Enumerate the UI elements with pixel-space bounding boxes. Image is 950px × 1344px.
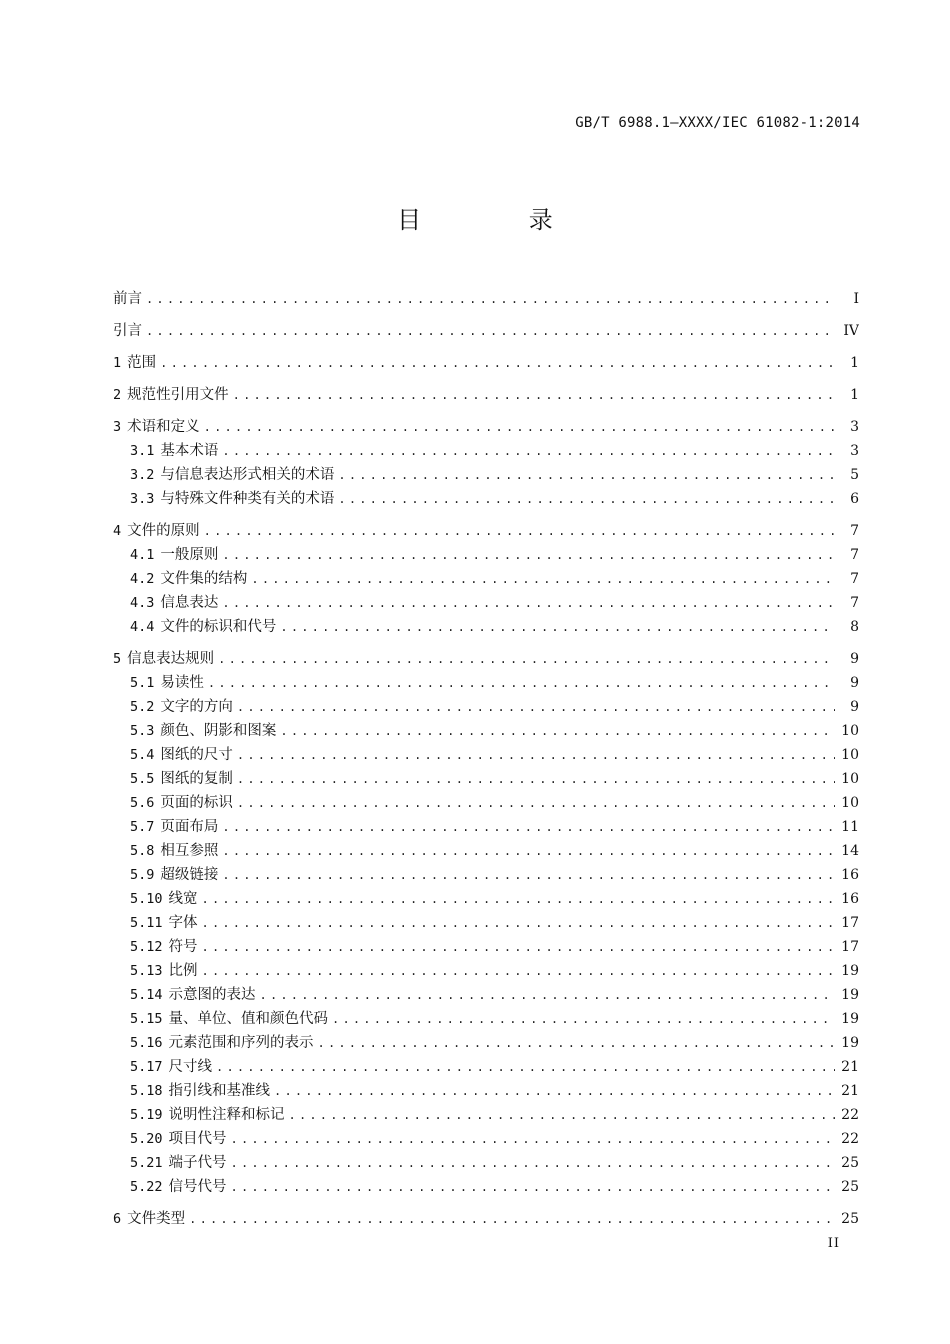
toc-entry-number: 5.7 bbox=[130, 819, 155, 835]
toc-dot-leader bbox=[338, 463, 835, 487]
toc-entry[interactable] bbox=[113, 959, 859, 983]
toc-entry-label: 文件集的结构 bbox=[160, 571, 248, 587]
toc-entry-page: 19 bbox=[841, 1011, 859, 1027]
toc-entry-label: 说明性注释和标记 bbox=[168, 1107, 285, 1123]
toc-entry-label: 字体 bbox=[168, 915, 198, 931]
toc-dot-leader bbox=[146, 319, 835, 343]
toc-entry[interactable] bbox=[113, 615, 859, 639]
toc-entry[interactable] bbox=[113, 543, 859, 567]
toc-entry-label: 信息表达规则 bbox=[127, 651, 215, 667]
toc-dot-leader bbox=[218, 647, 835, 671]
toc-entry-label: 术语和定义 bbox=[127, 419, 200, 435]
toc-dot-leader bbox=[222, 543, 835, 567]
toc-entry-number: 5.6 bbox=[130, 795, 155, 811]
toc-entry-label: 项目代号 bbox=[168, 1131, 227, 1147]
toc-entry[interactable] bbox=[113, 1031, 859, 1055]
toc-dot-leader bbox=[318, 1031, 835, 1055]
toc-entry-label: 颜色、阴影和图案 bbox=[160, 723, 277, 739]
toc-entry-page: 22 bbox=[841, 1131, 859, 1147]
page-title: 目 录 bbox=[397, 206, 603, 234]
toc-entry-page: 11 bbox=[841, 819, 859, 835]
toc-entry[interactable] bbox=[113, 695, 859, 719]
toc-entry-label: 基本术语 bbox=[160, 443, 219, 459]
toc-dot-leader bbox=[189, 1207, 835, 1231]
toc-entry[interactable] bbox=[113, 1175, 859, 1199]
toc-entry[interactable] bbox=[113, 383, 859, 407]
toc-entry-number: 5.19 bbox=[130, 1107, 163, 1123]
toc-entry-number: 5.10 bbox=[130, 891, 163, 907]
toc-dot-leader bbox=[332, 1007, 835, 1031]
toc-entry-label: 前言 bbox=[113, 291, 142, 307]
toc-dot-leader bbox=[222, 591, 835, 615]
toc-dot-leader bbox=[237, 767, 835, 791]
toc-entry-number: 5.21 bbox=[130, 1155, 163, 1171]
toc-entry-number: 5.13 bbox=[130, 963, 163, 979]
toc-entry-page: I bbox=[853, 291, 859, 307]
toc-entry[interactable] bbox=[113, 591, 859, 615]
toc-dot-leader bbox=[222, 815, 835, 839]
toc-dot-leader bbox=[338, 487, 835, 511]
toc-entry-label: 与特殊文件种类有关的术语 bbox=[160, 491, 335, 507]
toc-entry[interactable] bbox=[113, 1103, 859, 1127]
toc-dot-leader bbox=[204, 415, 835, 439]
toc-entry-page: 10 bbox=[841, 723, 859, 739]
toc-entry-label: 尺寸线 bbox=[168, 1059, 213, 1075]
toc-dot-leader bbox=[222, 839, 835, 863]
toc-dot-leader bbox=[237, 695, 835, 719]
toc-entry-number: 1 bbox=[113, 355, 122, 371]
toc-entry[interactable] bbox=[113, 1151, 859, 1175]
toc-dot-leader bbox=[280, 719, 835, 743]
toc-entry-number: 4.1 bbox=[130, 547, 155, 563]
toc-entry-page: 21 bbox=[841, 1059, 859, 1075]
toc-entry-number: 5.8 bbox=[130, 843, 155, 859]
toc-entry-page: 19 bbox=[841, 963, 859, 979]
toc-entry-number: 5.3 bbox=[130, 723, 155, 739]
toc-entry-page: 1 bbox=[850, 387, 859, 403]
toc-dot-leader bbox=[146, 287, 835, 311]
toc-entry[interactable] bbox=[113, 1207, 859, 1231]
toc-entry-label: 相互参照 bbox=[160, 843, 219, 859]
toc-entry[interactable] bbox=[113, 719, 859, 743]
toc-dot-leader bbox=[280, 615, 835, 639]
toc-entry-page: 7 bbox=[850, 547, 859, 563]
toc-dot-leader bbox=[231, 1151, 835, 1175]
toc-entry-number: 5.15 bbox=[130, 1011, 163, 1027]
toc-entry[interactable] bbox=[113, 935, 859, 959]
toc-entry[interactable] bbox=[113, 1079, 859, 1103]
toc-entry-label: 易读性 bbox=[160, 675, 204, 691]
toc-entry-page: 9 bbox=[850, 651, 859, 667]
toc-entry-number: 3 bbox=[113, 419, 122, 435]
toc-entry-label: 符号 bbox=[168, 939, 198, 955]
toc-entry-page: 16 bbox=[841, 891, 859, 907]
toc-entry-page: 25 bbox=[841, 1179, 859, 1195]
toc-entry-label: 页面的标识 bbox=[160, 795, 233, 811]
toc-entry-number: 5.18 bbox=[130, 1083, 163, 1099]
toc-entry-number: 5.2 bbox=[130, 699, 155, 715]
toc-entry-number: 3.2 bbox=[130, 467, 155, 483]
toc-entry-page: IV bbox=[843, 323, 859, 339]
toc-entry-number: 3.1 bbox=[130, 443, 155, 459]
toc-entry[interactable] bbox=[113, 1055, 859, 1079]
toc-entry-label: 线宽 bbox=[168, 891, 198, 907]
toc-entry[interactable] bbox=[113, 983, 859, 1007]
toc-entry-page: 10 bbox=[841, 747, 859, 763]
toc-entry-label: 示意图的表达 bbox=[168, 987, 256, 1003]
toc-dot-leader bbox=[222, 863, 835, 887]
toc-dot-leader bbox=[231, 1175, 835, 1199]
toc-dot-leader bbox=[231, 1127, 835, 1151]
table-of-contents bbox=[113, 287, 859, 1231]
toc-entry-page: 8 bbox=[850, 619, 859, 635]
toc-entry-number: 4.3 bbox=[130, 595, 155, 611]
toc-entry[interactable] bbox=[113, 791, 859, 815]
toc-entry-label: 图纸的复制 bbox=[160, 771, 233, 787]
toc-entry[interactable] bbox=[113, 487, 859, 511]
toc-dot-leader bbox=[216, 1055, 835, 1079]
toc-entry-label: 元素范围和序列的表示 bbox=[168, 1035, 314, 1051]
toc-entry[interactable] bbox=[113, 567, 859, 591]
toc-entry-page: 5 bbox=[850, 467, 859, 483]
toc-entry-number: 5.22 bbox=[130, 1179, 163, 1195]
toc-entry-page: 9 bbox=[850, 675, 859, 691]
toc-dot-leader bbox=[202, 911, 835, 935]
toc-entry-label: 与信息表达形式相关的术语 bbox=[160, 467, 335, 483]
toc-entry-number: 4.2 bbox=[130, 571, 155, 587]
toc-entry-label: 文件的标识和代号 bbox=[160, 619, 277, 635]
toc-entry-page: 10 bbox=[841, 795, 859, 811]
toc-dot-leader bbox=[237, 791, 835, 815]
toc-entry-page: 25 bbox=[841, 1211, 859, 1227]
toc-dot-leader bbox=[289, 1103, 835, 1127]
toc-entry[interactable] bbox=[113, 319, 859, 343]
toc-entry[interactable] bbox=[113, 287, 859, 311]
toc-entry-page: 7 bbox=[850, 595, 859, 611]
toc-dot-leader bbox=[222, 439, 835, 463]
toc-entry-page: 25 bbox=[841, 1155, 859, 1171]
toc-entry[interactable] bbox=[113, 815, 859, 839]
toc-entry[interactable] bbox=[113, 519, 859, 543]
toc-entry[interactable] bbox=[113, 1127, 859, 1151]
toc-entry[interactable] bbox=[113, 839, 859, 863]
toc-entry-label: 文件类型 bbox=[127, 1211, 186, 1227]
toc-entry[interactable] bbox=[113, 911, 859, 935]
toc-entry[interactable] bbox=[113, 463, 859, 487]
toc-dot-leader bbox=[202, 959, 835, 983]
toc-entry-label: 文字的方向 bbox=[160, 699, 233, 715]
toc-entry-page: 16 bbox=[841, 867, 859, 883]
toc-entry[interactable] bbox=[113, 887, 859, 911]
toc-entry-label: 比例 bbox=[168, 963, 198, 979]
toc-entry-page: 7 bbox=[850, 571, 859, 587]
document-header-code: GB/T 6988.1—XXXX/IEC 61082-1:2014 bbox=[575, 115, 860, 131]
toc-entry-page: 6 bbox=[850, 491, 859, 507]
toc-entry[interactable] bbox=[113, 1007, 859, 1031]
toc-entry-number: 5.12 bbox=[130, 939, 163, 955]
toc-entry-page: 19 bbox=[841, 987, 859, 1003]
toc-dot-leader bbox=[237, 743, 835, 767]
toc-entry-number: 5 bbox=[113, 651, 122, 667]
toc-entry-page: 10 bbox=[841, 771, 859, 787]
toc-entry-label: 指引线和基准线 bbox=[168, 1083, 271, 1099]
toc-entry[interactable] bbox=[113, 743, 859, 767]
toc-entry-page: 17 bbox=[841, 915, 859, 931]
toc-entry-number: 4.4 bbox=[130, 619, 155, 635]
toc-dot-leader bbox=[202, 887, 835, 911]
toc-entry-number: 4 bbox=[113, 523, 122, 539]
toc-entry-label: 信号代号 bbox=[168, 1179, 227, 1195]
toc-entry[interactable] bbox=[113, 863, 859, 887]
toc-entry[interactable] bbox=[113, 647, 859, 671]
toc-entry-number: 5.20 bbox=[130, 1131, 163, 1147]
toc-dot-leader bbox=[204, 519, 835, 543]
toc-entry-number: 5.16 bbox=[130, 1035, 163, 1051]
toc-entry-page: 17 bbox=[841, 939, 859, 955]
toc-entry-page: 22 bbox=[841, 1107, 859, 1123]
toc-entry-label: 规范性引用文件 bbox=[127, 387, 229, 403]
toc-entry-label: 信息表达 bbox=[160, 595, 219, 611]
toc-entry-label: 超级链接 bbox=[160, 867, 219, 883]
toc-dot-leader bbox=[160, 351, 835, 375]
toc-entry-label: 端子代号 bbox=[168, 1155, 227, 1171]
toc-entry[interactable] bbox=[113, 415, 859, 439]
toc-entry-label: 范围 bbox=[127, 355, 157, 371]
toc-entry-label: 页面布局 bbox=[160, 819, 219, 835]
toc-entry-page: 21 bbox=[841, 1083, 859, 1099]
toc-entry[interactable] bbox=[113, 767, 859, 791]
toc-entry-number: 5.14 bbox=[130, 987, 163, 1003]
toc-entry-number: 5.9 bbox=[130, 867, 155, 883]
toc-dot-leader bbox=[208, 671, 835, 695]
toc-dot-leader bbox=[202, 935, 835, 959]
toc-entry-page: 3 bbox=[850, 443, 859, 459]
toc-entry-label: 量、单位、值和颜色代码 bbox=[168, 1011, 329, 1027]
toc-entry-number: 5.4 bbox=[130, 747, 155, 763]
toc-dot-leader bbox=[260, 983, 835, 1007]
toc-entry-page: 14 bbox=[841, 843, 859, 859]
toc-entry-label: 文件的原则 bbox=[127, 523, 200, 539]
toc-entry[interactable] bbox=[113, 351, 859, 375]
toc-entry-number: 5.17 bbox=[130, 1059, 163, 1075]
toc-entry-number: 5.11 bbox=[130, 915, 163, 931]
toc-entry-page: 7 bbox=[850, 523, 859, 539]
toc-entry-number: 3.3 bbox=[130, 491, 155, 507]
toc-entry-page: 3 bbox=[850, 419, 859, 435]
toc-entry[interactable] bbox=[113, 671, 859, 695]
toc-entry-page: 1 bbox=[850, 355, 859, 371]
toc-entry[interactable] bbox=[113, 439, 859, 463]
toc-entry-page: 9 bbox=[850, 699, 859, 715]
toc-dot-leader bbox=[251, 567, 835, 591]
toc-dot-leader bbox=[274, 1079, 835, 1103]
toc-entry-page: 19 bbox=[841, 1035, 859, 1051]
toc-entry-number: 6 bbox=[113, 1211, 122, 1227]
toc-entry-label: 一般原则 bbox=[160, 547, 219, 563]
toc-entry-number: 5.1 bbox=[130, 675, 155, 691]
toc-entry-number: 2 bbox=[113, 387, 122, 403]
toc-entry-label: 引言 bbox=[113, 323, 142, 339]
toc-entry-number: 5.5 bbox=[130, 771, 155, 787]
toc-entry-label: 图纸的尺寸 bbox=[160, 747, 233, 763]
page-number: II bbox=[827, 1236, 840, 1251]
toc-dot-leader bbox=[233, 383, 835, 407]
